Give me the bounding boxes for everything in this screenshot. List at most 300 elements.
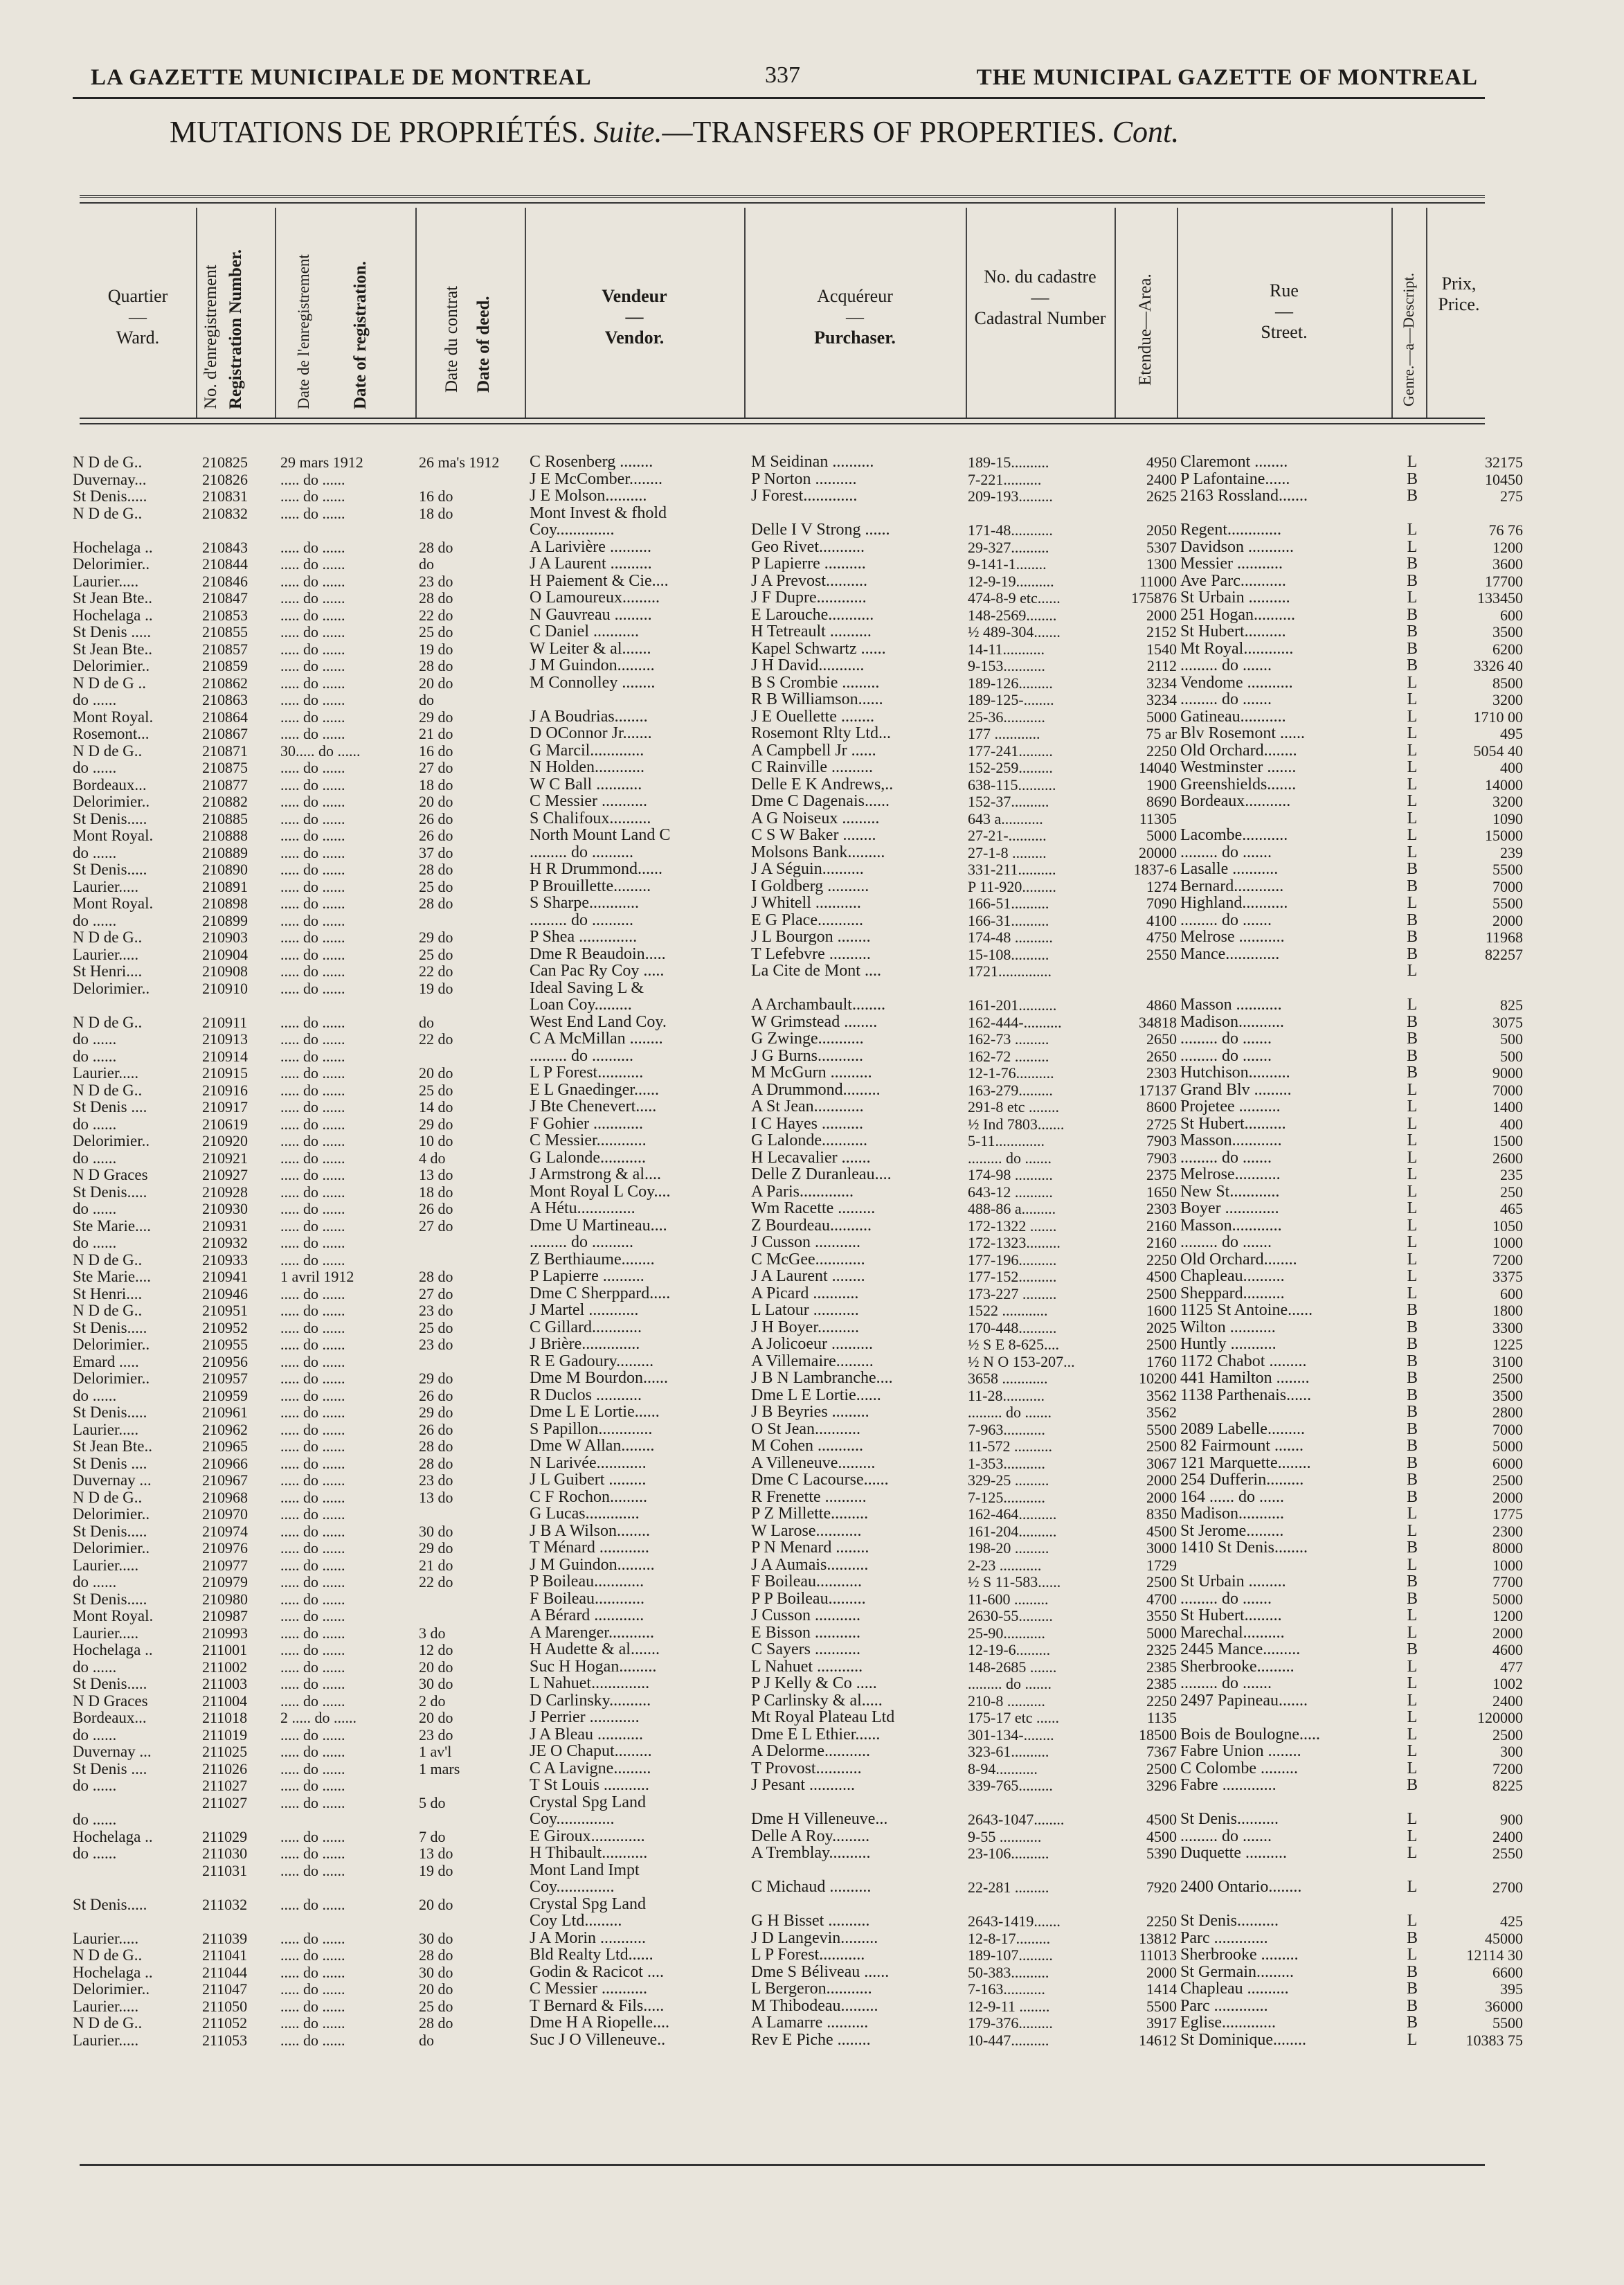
cell-ward: N D de G.. [73, 1081, 143, 1099]
cell-vendor: P Lapierre .......... [530, 1268, 644, 1285]
cell-ward: St Denis..... [73, 1318, 147, 1336]
cell-datedeed: 26 do [419, 827, 453, 844]
cell-area: 175876 [1131, 589, 1177, 607]
table-row [0, 674, 1624, 692]
cell-price: 500 [1500, 1047, 1523, 1065]
cell-buyer: Rosemont Rlty Ltd... [751, 725, 892, 742]
cell-price: 10450 [1485, 470, 1523, 488]
cell-buyer: L Latour ........... [751, 1302, 859, 1319]
cell-area: 3562 [1146, 1404, 1177, 1421]
cell-reg: 211002 [202, 1658, 248, 1676]
cell-vendor: C Messier ........... [530, 793, 647, 810]
cell-cad: 9-55 ........... [968, 1827, 1042, 1845]
cell-ward: Hochelaga .. [73, 538, 153, 556]
cell-buyer: A Jolicoeur .......... [751, 1336, 873, 1353]
cell-datedeed: 28 do [419, 1268, 453, 1285]
table-row [0, 1251, 1624, 1269]
table-row [0, 1437, 1624, 1455]
cell-kind: L [1407, 521, 1418, 539]
cell-price: 11968 [1485, 929, 1523, 946]
cell-reg: 210974 [202, 1522, 248, 1540]
cell-vendor: F Gohier ............ [530, 1115, 643, 1133]
cell-vendor: M Connolley ........ [530, 674, 656, 692]
table-row [0, 1489, 1624, 1506]
cell-kind: L [1407, 538, 1418, 556]
table-row [0, 1828, 1624, 1845]
cell-area: 4700 [1146, 1590, 1177, 1608]
cell-ward: St Denis..... [73, 1404, 147, 1421]
cell-datedeed: 28 do [419, 1946, 453, 1964]
cell-datedeed: 26 do [419, 1200, 453, 1217]
cell-buyer: J Pesant ........... [751, 1777, 855, 1794]
cell-vendor: P Shea .............. [530, 929, 638, 946]
cell-kind: L [1407, 2031, 1418, 2049]
cell-datereg: ..... do ...... [280, 1420, 345, 1438]
col-divider [1391, 208, 1393, 418]
cell-vendor: Z Berthiaume........ [530, 1251, 655, 1269]
cell-ward: Laurier..... [73, 1929, 139, 1947]
cell-buyer: L P Forest........... [751, 1946, 865, 1964]
cell-reg: 211019 [202, 1726, 248, 1744]
cell-price: 10383 75 [1465, 2031, 1523, 2049]
cell-area: 3000 [1146, 1539, 1177, 1557]
cell-price: 4600 [1492, 1641, 1523, 1658]
cell-vendor: D Carlinsky.......... [530, 1692, 651, 1710]
cell-kind: B [1406, 1370, 1418, 1387]
cell-kind: L [1407, 1183, 1418, 1201]
cell-cad: 339-765......... [968, 1777, 1053, 1794]
cell-cad: 162-444-.......... [968, 1013, 1062, 1031]
cell-ward: Delorimier.. [73, 1370, 150, 1387]
cell-price: 275 [1500, 487, 1523, 505]
cell-buyer: A G Noiseux ......... [751, 809, 880, 827]
cell-kind: B [1406, 1641, 1418, 1658]
cell-kind: B [1406, 623, 1418, 640]
cell-vendor: Dme W Allan........ [530, 1437, 655, 1455]
cell-kind: B [1406, 1420, 1418, 1438]
cell-ward: N D de G.. [73, 742, 143, 760]
cell-kind: B [1406, 606, 1418, 624]
cell-kind: L [1407, 962, 1418, 980]
cell-street: Wilton ........... [1180, 1318, 1276, 1336]
cell-cad: P 11-920......... [968, 877, 1056, 895]
cell-street: Greenshields....... [1180, 776, 1297, 794]
cell-reg: 210961 [202, 1404, 248, 1421]
cell-ward: Laurier..... [73, 1420, 139, 1438]
cell-datereg: ..... do ...... [280, 1743, 345, 1760]
cell-price: 2400 [1492, 1827, 1523, 1845]
cell-buyer: G Lalonde........... [751, 1132, 867, 1149]
cell-area: 1729 [1146, 1556, 1177, 1574]
cell-kind: L [1407, 759, 1418, 776]
cell-price: 3500 [1492, 1386, 1523, 1404]
col-divider [1115, 208, 1116, 418]
col-divider [196, 208, 197, 418]
cell-reg: 210920 [202, 1132, 248, 1149]
cell-area: 2000 [1146, 1488, 1177, 1506]
cell-buyer: J A Laurent ........ [751, 1268, 865, 1285]
cell-area: 5390 [1146, 1845, 1177, 1862]
cell-cad: 301-134-........ [968, 1726, 1054, 1744]
cell-vendor: H Paiement & Cie.... [530, 572, 669, 590]
cell-reg: 211052 [202, 2014, 248, 2032]
table-row [0, 1760, 1624, 1777]
cell-cad: 1-353........... [968, 1454, 1045, 1472]
cell-reg: 210962 [202, 1420, 248, 1438]
cell-datereg: ..... do ...... [280, 929, 345, 946]
cell-ward: Mont Royal. [73, 895, 154, 912]
cell-cad: 27-21-.......... [968, 827, 1047, 844]
cell-reg: 210927 [202, 1166, 248, 1183]
title-fr-cont: Suite. [593, 115, 662, 149]
cell-street: 441 Hamilton ........ [1180, 1370, 1310, 1387]
cell-street: 2089 Labelle......... [1180, 1420, 1305, 1438]
cell-street: Duquette .......... [1180, 1845, 1287, 1862]
cell-area: 2500 [1146, 1759, 1177, 1777]
cell-ward: N D Graces [73, 1692, 148, 1710]
cell-area: 14040 [1139, 759, 1177, 776]
cell-reg: 210898 [202, 895, 248, 912]
cell-buyer: P Norton .......... [751, 470, 857, 488]
cell-datedeed: 37 do [419, 843, 453, 861]
cell-vendor: T Bernard & Fils..... [530, 1997, 665, 2015]
cell-buyer: B S Crombie ......... [751, 674, 880, 692]
cell-ward: Hochelaga .. [73, 1963, 153, 1981]
cell-datereg: ..... do ...... [280, 1539, 345, 1557]
cell-area: 4500 [1146, 1827, 1177, 1845]
table-row [0, 1183, 1624, 1201]
cell-buyer: J A Prevost.......... [751, 572, 868, 590]
cell-street: P Lafontaine...... [1180, 470, 1290, 488]
cell-ward: do ...... [73, 843, 117, 861]
cell-kind: L [1407, 1522, 1418, 1540]
cell-buyer: J E Ouellette ........ [751, 708, 874, 726]
cell-street: Parc ............. [1180, 1929, 1268, 1947]
table-row [0, 1777, 1624, 1794]
cell-ward: Emard ..... [73, 1352, 139, 1370]
cell-price: 1090 [1492, 809, 1523, 827]
cell-cad: ½ S 11-583...... [968, 1573, 1061, 1590]
cell-datereg: ..... do ...... [280, 1793, 345, 1811]
cell-reg: 210976 [202, 1539, 248, 1557]
cell-vendor: C Gillard............ [530, 1318, 642, 1336]
cell-kind: L [1407, 1200, 1418, 1217]
cell-buyer: R Frenette .......... [751, 1488, 867, 1506]
cell-datereg: ..... do ...... [280, 1149, 345, 1167]
table-row [0, 1624, 1624, 1642]
cell-vendor: L Nahuet.............. [530, 1675, 650, 1692]
cell-cad: 291-8 etc ........ [968, 1098, 1059, 1115]
cell-area: 1274 [1146, 877, 1177, 895]
table-row [0, 1030, 1624, 1048]
cell-street: 254 Dufferin......... [1180, 1471, 1304, 1489]
table-row [0, 640, 1624, 658]
cell-buyer: Geo Rivet........... [751, 538, 865, 556]
cell-buyer: M Seidinan .......... [751, 454, 874, 471]
cell-datereg: ..... do ...... [280, 1318, 345, 1336]
cell-vendor: Mont Land Impt [530, 1861, 640, 1879]
cell-area: 3234 [1146, 674, 1177, 692]
cell-price: 900 [1500, 1811, 1523, 1828]
table-bottom-rule [80, 2164, 1485, 2166]
cell-vendor: S Sharpe............ [530, 895, 639, 912]
cell-cad: 12-9-11 ........ [968, 1997, 1050, 2015]
cell-area: 7920 [1146, 1879, 1177, 1896]
cell-kind: B [1406, 1997, 1418, 2015]
cell-datereg: 29 mars 1912 [280, 454, 363, 471]
cell-buyer: Delle Z Duranleau.... [751, 1166, 892, 1183]
cell-buyer: C Rainville .......... [751, 759, 873, 776]
cell-datedeed: 30 do [419, 1675, 453, 1692]
cell-price: 235 [1500, 1166, 1523, 1183]
cell-ward: N D Graces [73, 1166, 148, 1183]
cell-datedeed: 29 do [419, 1404, 453, 1421]
cell-area: 5500 [1146, 1420, 1177, 1438]
header-reg-en: Registration Number. [226, 249, 245, 409]
cell-area: 11013 [1139, 1946, 1177, 1964]
table-row [0, 1115, 1624, 1133]
cell-datedeed: 25 do [419, 1997, 453, 2015]
table-row [0, 1132, 1624, 1149]
cell-area: 1760 [1146, 1352, 1177, 1370]
cell-area: 2385 [1146, 1658, 1177, 1676]
cell-buyer: Dme S Béliveau ...... [751, 1963, 890, 1981]
cell-kind: L [1407, 1946, 1418, 1964]
cell-buyer: Delle E K Andrews,.. [751, 776, 894, 794]
cell-area: 3296 [1146, 1777, 1177, 1794]
table-row [0, 1930, 1624, 1947]
table-row [0, 742, 1624, 760]
cell-ward: St Jean Bte.. [73, 1437, 152, 1455]
cell-area: 14612 [1139, 2031, 1177, 2049]
cell-vendor: C Daniel ........... [530, 623, 639, 640]
cell-kind: B [1406, 1336, 1418, 1353]
cell-ward: Bordeaux... [73, 776, 147, 794]
table-row [0, 573, 1624, 590]
cell-price: 3375 [1492, 1268, 1523, 1285]
title-en: TRANSFERS OF PROPERTIES. [692, 115, 1105, 149]
cell-area: 2250 [1146, 1692, 1177, 1710]
cell-street: New St............ [1180, 1183, 1280, 1201]
cell-kind: B [1406, 470, 1418, 488]
cell-reg: 210875 [202, 759, 248, 776]
cell-price: 6000 [1492, 1454, 1523, 1472]
cell-datereg: ..... do ...... [280, 809, 345, 827]
cell-reg: 211041 [202, 1946, 248, 1964]
cell-price: 36000 [1485, 1997, 1523, 2015]
cell-street: 2400 Ontario........ [1180, 1879, 1302, 1896]
cell-street: Chapleau .......... [1180, 1980, 1289, 1998]
cell-datereg: ..... do ...... [280, 911, 345, 929]
cell-cad: 2630-55......... [968, 1607, 1053, 1624]
cell-buyer: A Paris............. [751, 1183, 854, 1201]
cell-vendor: North Mount Land C [530, 827, 671, 844]
cell-kind: B [1406, 1302, 1418, 1319]
cell-kind: L [1407, 1811, 1418, 1828]
cell-kind: B [1406, 945, 1418, 963]
cell-kind: L [1407, 1845, 1418, 1862]
cell-kind: L [1407, 1607, 1418, 1624]
cell-ward: N D de G.. [73, 1013, 143, 1031]
cell-datedeed: 27 do [419, 1284, 453, 1302]
cell-buyer: J H David........... [751, 657, 865, 674]
table-row [0, 1607, 1624, 1624]
cell-area: 2500 [1146, 1437, 1177, 1455]
cell-buyer: G Zwinge........... [751, 1030, 864, 1048]
cell-reg: 210917 [202, 1098, 248, 1115]
cell-buyer: W Grimstead ........ [751, 1013, 878, 1031]
cell-buyer: A Villeneuve......... [751, 1454, 876, 1472]
cell-street: Claremont ........ [1180, 454, 1288, 471]
cell-street: 121 Marquette........ [1180, 1454, 1311, 1472]
cell-street: Madison........... [1180, 1505, 1284, 1523]
cell-street: Gatineau........... [1180, 708, 1286, 726]
cell-area: 1300 [1146, 555, 1177, 573]
cell-datereg: ..... do ...... [280, 1895, 345, 1913]
header-reg-fr: No. d'enregistrement [201, 265, 220, 409]
running-head [73, 61, 1478, 96]
table-row [0, 1268, 1624, 1285]
cell-cad: 3658 ............ [968, 1370, 1048, 1387]
cell-cad: 189-107......... [968, 1946, 1053, 1964]
cell-reg: 210967 [202, 1471, 248, 1489]
table-row [0, 1998, 1624, 2015]
cell-vendor: E Giroux............. [530, 1827, 645, 1845]
cell-price: 15000 [1485, 827, 1523, 844]
cell-buyer: Kapel Schwartz ...... [751, 640, 886, 658]
cell-kind: B [1406, 2014, 1418, 2032]
cell-reg: 210899 [202, 911, 248, 929]
cell-datedeed: 25 do [419, 623, 453, 640]
header-street-sep: — [1275, 301, 1293, 321]
cell-vendor: Godin & Racicot .... [530, 1963, 664, 1981]
header-vendor [525, 286, 744, 348]
cell-datereg: ..... do ...... [280, 1590, 345, 1608]
cell-datereg: ..... do ...... [280, 470, 345, 488]
cell-street: Lacombe........... [1180, 827, 1288, 844]
cell-reg: 210904 [202, 945, 248, 963]
cell-area: 13812 [1139, 1929, 1177, 1947]
cell-area: 2325 [1146, 1641, 1177, 1658]
cell-cad: 23-106.......... [968, 1845, 1049, 1862]
cell-reg: 211050 [202, 1997, 248, 2015]
cell-datedeed: 23 do [419, 572, 453, 590]
header-price-en: Price. [1438, 294, 1480, 314]
cell-street: Madison........... [1180, 1013, 1284, 1031]
cell-street: Ave Parc........... [1180, 572, 1286, 590]
cell-price: 8225 [1492, 1777, 1523, 1794]
cell-reg: 210930 [202, 1200, 248, 1217]
table-row [0, 912, 1624, 929]
cell-street: ......... do ....... [1180, 1234, 1272, 1251]
cell-kind: B [1406, 1030, 1418, 1048]
table-row [0, 1709, 1624, 1726]
cell-vendor: H Thibault........... [530, 1845, 648, 1862]
cell-reg: 211018 [202, 1709, 248, 1726]
cell-datereg: ..... do ...... [280, 555, 345, 573]
cell-street: 1125 St Antoine...... [1180, 1302, 1313, 1319]
cell-ward: do ...... [73, 1386, 117, 1404]
table-row [0, 895, 1624, 912]
cell-area: 8690 [1146, 793, 1177, 810]
cell-datereg: ..... do ...... [280, 1624, 345, 1642]
cell-cad: 170-448.......... [968, 1318, 1057, 1336]
cell-area: 2000 [1146, 1963, 1177, 1981]
cell-buyer: C Sayers ........... [751, 1641, 860, 1658]
cell-reg: 210864 [202, 708, 248, 726]
cell-datereg: ..... do ...... [280, 487, 345, 505]
cell-price: 250 [1500, 1183, 1523, 1201]
cell-area: 2500 [1146, 1573, 1177, 1590]
cell-reg: 210956 [202, 1352, 248, 1370]
cell-kind: L [1407, 809, 1418, 827]
cell-datereg: ..... do ...... [280, 1777, 345, 1794]
cell-street: St Germain......... [1180, 1963, 1294, 1981]
cell-price: 2500 [1492, 1370, 1523, 1387]
cell-street: St Urbain .......... [1180, 589, 1290, 607]
col-divider [275, 208, 276, 418]
cell-vendor: D OConnor Jr....... [530, 725, 652, 742]
cell-street: Parc ............. [1180, 1997, 1268, 2015]
cell-kind: L [1407, 1149, 1418, 1167]
cell-cad: ½ S E 8-625.... [968, 1336, 1059, 1353]
cell-kind: B [1406, 657, 1418, 674]
cell-street: 251 Hogan.......... [1180, 606, 1295, 624]
cell-cad: 166-51.......... [968, 895, 1049, 912]
cell-area: 2375 [1146, 1166, 1177, 1183]
cell-reg: 210885 [202, 809, 248, 827]
cell-cad: 189-15.......... [968, 454, 1049, 471]
table-row [0, 844, 1624, 861]
cell-reg: 210931 [202, 1217, 248, 1235]
cell-ward: St Denis..... [73, 487, 147, 505]
cell-datereg: ..... do ...... [280, 1980, 345, 1998]
cell-cad: 148-2569........ [968, 606, 1057, 624]
table-row [0, 1675, 1624, 1692]
cell-reg: 210863 [202, 691, 248, 708]
page-title [170, 114, 1485, 150]
cell-area: 1900 [1146, 776, 1177, 794]
cell-kind: B [1406, 555, 1418, 573]
cell-ward: Duvernay ... [73, 1471, 152, 1489]
cell-ward: N D de G.. [73, 929, 143, 946]
cell-vendor: Dme R Beaudoin..... [530, 945, 666, 963]
cell-ward: St Denis ..... [73, 623, 152, 640]
cell-price: 600 [1500, 606, 1523, 624]
cell-reg: 210877 [202, 776, 248, 794]
table-row [0, 1336, 1624, 1353]
cell-area: 1414 [1146, 1980, 1177, 1998]
cell-area: 4860 [1146, 996, 1177, 1014]
cell-ward: St Denis..... [73, 1895, 147, 1913]
cell-kind: B [1406, 640, 1418, 658]
cell-buyer: P P Boileau......... [751, 1590, 866, 1608]
cell-buyer: T Lefebvre .......... [751, 945, 871, 963]
cell-datedeed: 25 do [419, 1081, 453, 1099]
cell-datedeed: 4 do [419, 1149, 446, 1167]
cell-reg: 210831 [202, 487, 248, 505]
cell-buyer: J B N Lambranche.... [751, 1370, 893, 1387]
header-buyer-sep: — [846, 307, 864, 327]
cell-buyer: C S W Baker ........ [751, 827, 876, 844]
cell-cad: 172-1323......... [968, 1234, 1061, 1251]
cell-vendor: ......... do .......... [530, 1047, 633, 1065]
cell-street: Bernard............ [1180, 877, 1284, 895]
table-row [0, 487, 1624, 505]
table-row [0, 1896, 1624, 1913]
cell-street: 1172 Chabot ......... [1180, 1352, 1307, 1370]
cell-price: 395 [1500, 1980, 1523, 1998]
